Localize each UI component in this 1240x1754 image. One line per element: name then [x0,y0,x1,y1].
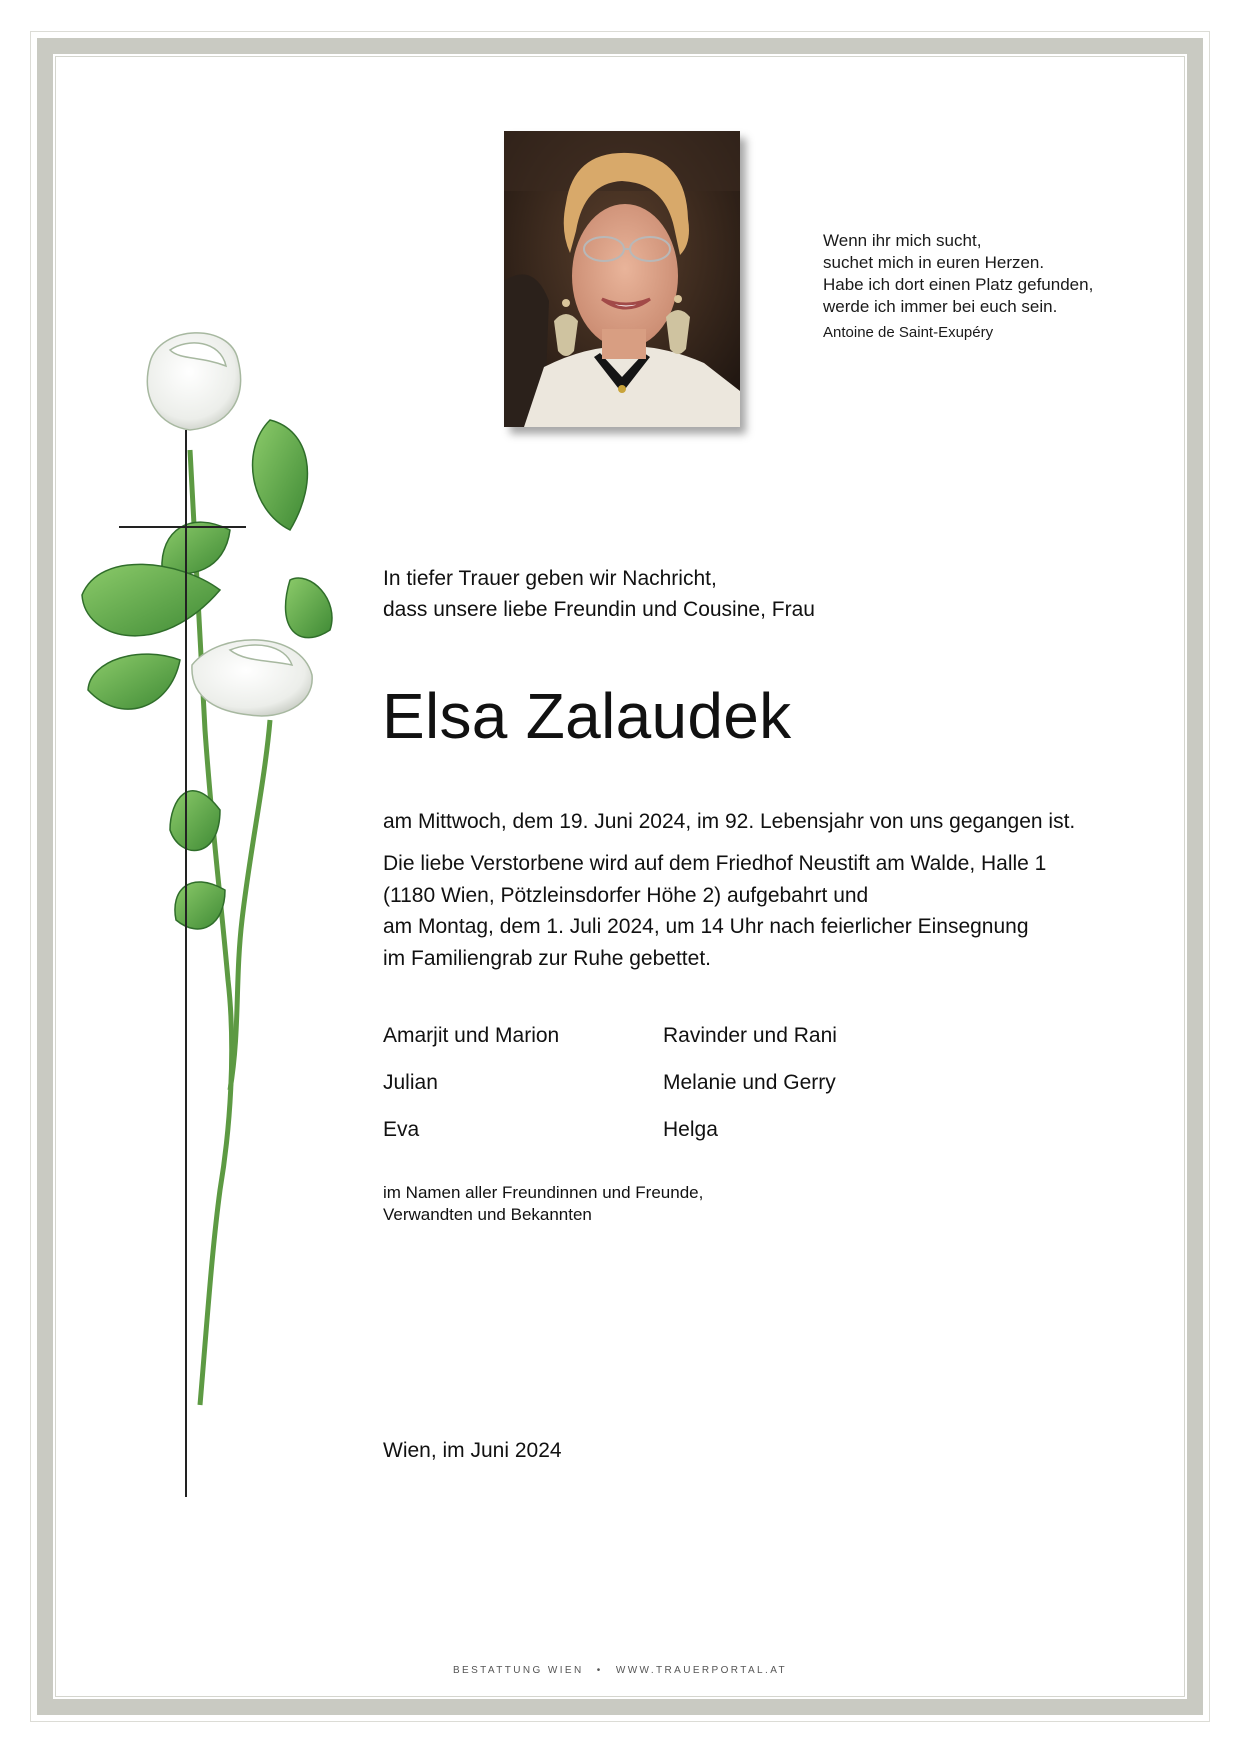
funeral-line: im Familiengrab zur Ruhe gebettet. [383,946,711,970]
cross-horizontal-line [119,526,246,528]
funeral-line: Die liebe Verstorbene wird auf dem Friedhof Neustift am Walde, Halle 1 [383,852,1047,875]
mourner-name: Amarjit und Marion [383,1024,560,1047]
poem-line: suchet mich in euren Herzen. [823,253,1045,272]
deceased-name: Elsa Zalaudek [382,680,792,752]
cross-vertical-line [185,430,187,1497]
mourner-name: Ravinder und Rani [663,1024,837,1047]
funeral-line: am Montag, dem 1. Juli 2024, um 14 Uhr nach feierlicher Einsegnung [383,915,1029,938]
closing-line: Verwandten und Bekannten [383,1205,592,1224]
mourner-row [383,1069,943,1116]
intro-text [383,563,815,625]
mourner-row [383,1022,943,1069]
mourner-name: Melanie und Gerry [663,1071,836,1094]
footer-company: BESTATTUNG WIEN [452,1665,584,1676]
footer-separator: • [596,1665,603,1676]
intro-line: In tiefer Trauer geben wir Nachricht, [383,567,717,590]
white-rose-illustration [80,330,370,1410]
mourner-name: Eva [383,1118,420,1141]
footer-credit [0,1665,1240,1676]
quote-author: Antoine de Saint-Exupéry [823,324,994,341]
poem-line: werde ich immer bei euch sein. [823,297,1058,316]
footer-website-link[interactable]: WWW.TRAUERPORTAL.AT [615,1665,788,1676]
portrait-photo [504,131,740,427]
mourner-row [383,1116,943,1163]
poem-line: Habe ich dort einen Platz gefunden, [823,275,1094,294]
mourner-name: Helga [663,1118,718,1141]
closing-text [383,1182,703,1226]
mourner-name: Julian [383,1071,438,1094]
poem-quote [823,230,1093,344]
mourners-list [383,1022,943,1163]
funeral-line: (1180 Wien, Pötzleinsdorfer Höhe 2) aufgebahrt und [383,883,869,907]
funeral-details [383,848,1046,974]
poem-line: Wenn ihr mich sucht, [823,231,982,250]
intro-line: dass unsere liebe Freundin und Cousine, Frau [383,598,815,621]
place-and-date: Wien, im Juni 2024 [383,1439,562,1462]
closing-line: im Namen aller Freundinnen und Freunde, [383,1183,704,1202]
death-notice: am Mittwoch, dem 19. Juni 2024, im 92. Lebensjahr von uns gegangen ist. [383,810,1076,833]
